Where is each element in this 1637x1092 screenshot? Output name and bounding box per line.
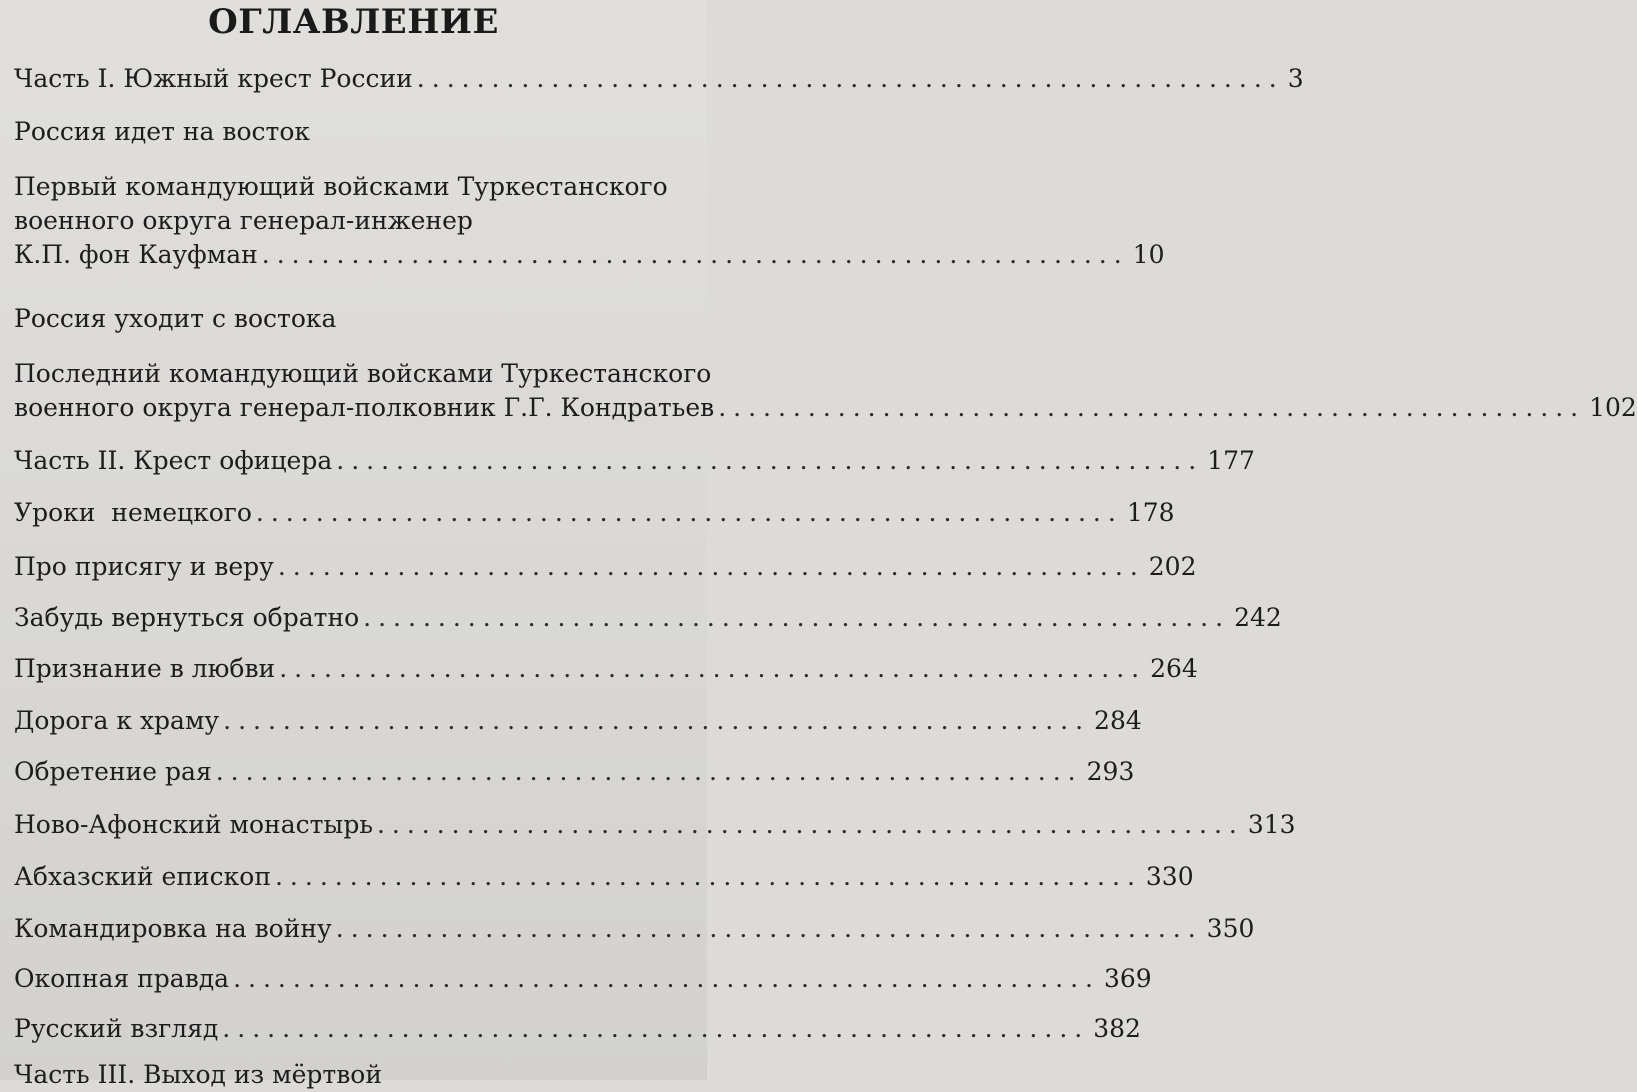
dot-leader: .......................................................... xyxy=(215,757,1083,786)
dot-leader: .......................................................... xyxy=(222,1014,1090,1043)
toc-entry xyxy=(14,1012,1141,1046)
dot-leader: .......................................................... xyxy=(261,240,1129,269)
toc-entry-page: 330 xyxy=(1145,862,1194,891)
toc-entry-page: 313 xyxy=(1247,810,1296,839)
toc-entry xyxy=(14,601,1282,635)
toc-entry xyxy=(14,62,1304,96)
toc-entry xyxy=(14,496,1175,530)
toc-entry xyxy=(14,170,1165,272)
dot-leader: .......................................................... xyxy=(718,393,1586,422)
dot-leader: .......................................................... xyxy=(376,810,1244,839)
toc-entry-page: 242 xyxy=(1234,603,1282,632)
toc-entry-page: 178 xyxy=(1126,498,1175,527)
toc-entry-title: Уроки немецкого xyxy=(14,498,252,527)
dot-leader: .......................................................... xyxy=(274,862,1142,891)
toc-entry-title: Ново-Афонский монастырь xyxy=(14,810,373,839)
toc-entry xyxy=(14,550,1197,584)
toc-entry-title: Часть I. Южный крест России xyxy=(14,64,413,93)
toc-section-heading xyxy=(14,115,734,149)
toc-entry-title: Часть III. Выход из мёртвой xyxy=(14,1060,383,1089)
toc-entry-page: 202 xyxy=(1148,552,1197,581)
dot-leader: .......................................................... xyxy=(336,446,1204,475)
toc-entry xyxy=(14,962,1152,996)
toc-entry-title: Обретение рая xyxy=(14,757,212,786)
toc-entry-title: Первый командующий войсками Туркестанского xyxy=(14,172,668,201)
toc-entry-title: Последний командующий войсками Туркестанского xyxy=(14,359,712,388)
toc-entry-title: военного округа генерал-инженер xyxy=(14,206,473,235)
dot-leader: .......................................................... xyxy=(416,64,1284,93)
toc-entry-page: 177 xyxy=(1207,446,1255,475)
toc-entry xyxy=(14,755,1135,789)
dot-leader: .......................................................... xyxy=(233,964,1100,993)
toc-entry xyxy=(14,704,1142,738)
toc-entry-title: Дорога к храму xyxy=(14,706,220,735)
dot-leader: .......................................................... xyxy=(363,603,1231,632)
toc-entry-title: Командировка на войну xyxy=(14,914,332,943)
toc-entry-title: Русский взгляд xyxy=(14,1014,219,1043)
toc-entry-page: 293 xyxy=(1086,757,1135,786)
toc-entry xyxy=(14,444,1255,478)
toc-entry xyxy=(14,652,1198,686)
toc-heading: ОГЛАВЛЕНИЕ xyxy=(208,2,499,42)
toc-entry-page: 3 xyxy=(1287,64,1304,93)
toc-entry-page: 350 xyxy=(1206,914,1255,943)
toc-entry-title: Россия идет на восток xyxy=(14,117,311,146)
toc-entry-title: К.П. фон Кауфман xyxy=(14,240,258,269)
toc-entry-page: 284 xyxy=(1094,706,1142,735)
toc-entry-title: Часть II. Крест офицера xyxy=(14,446,333,475)
toc-entry-title: военного округа генерал-полковник Г.Г. Кондратьев xyxy=(14,393,715,422)
dot-leader: .......................................................... xyxy=(279,654,1147,683)
dot-leader: .......................................................... xyxy=(277,552,1145,581)
toc-entry xyxy=(14,357,1637,425)
toc-entry-title: Абхазский епископ xyxy=(14,862,271,891)
toc-entry-title: Окопная правда xyxy=(14,964,230,993)
toc-entry xyxy=(14,860,1194,894)
toc-entry xyxy=(14,912,1255,946)
toc-entry-title: Признание в любви xyxy=(14,654,276,683)
dot-leader: .......................................................... xyxy=(223,706,1091,735)
toc-entry-page: 102 xyxy=(1589,393,1637,422)
toc-entry-page: 369 xyxy=(1104,964,1152,993)
toc-entry-page: 264 xyxy=(1150,654,1198,683)
toc-entry-partial xyxy=(14,1058,734,1092)
dot-leader: .......................................................... xyxy=(335,914,1203,943)
dot-leader: .......................................................... xyxy=(255,498,1123,527)
toc-entry-title: Про присягу и веру xyxy=(14,552,274,581)
toc-entry-page: 382 xyxy=(1093,1014,1141,1043)
toc-entry-title: Забудь вернуться обратно xyxy=(14,603,360,632)
toc-entry-page: 10 xyxy=(1132,240,1165,269)
toc-entry xyxy=(14,808,1296,842)
toc-entry-title: Россия уходит с востока xyxy=(14,304,337,333)
toc-section-heading xyxy=(14,302,734,336)
